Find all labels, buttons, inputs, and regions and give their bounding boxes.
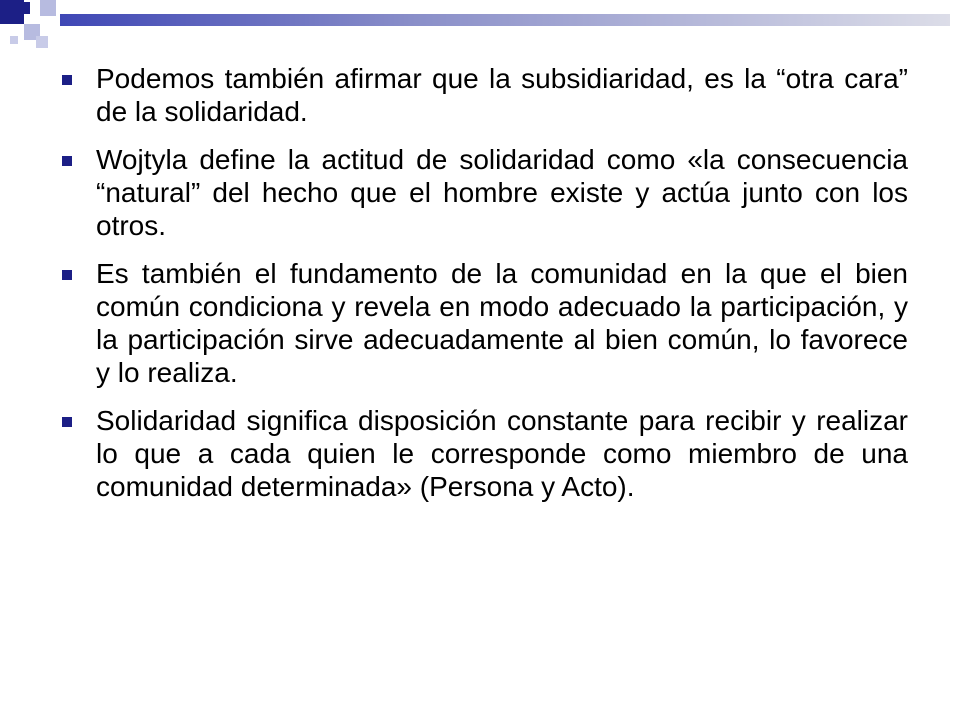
corner-square-light <box>40 0 56 16</box>
bullet-text: Wojtyla define la actitud de solidaridad como «la consecuencia “natural” del hecho que el hombre existe y actúa junto con los otros. <box>96 144 908 241</box>
bullet-text: Podemos también afirmar que la subsidiaridad, es la “otra cara” de la solidaridad. <box>96 63 908 127</box>
bullet-item <box>62 257 908 389</box>
top-gradient-bar <box>60 14 950 26</box>
bullet-item <box>62 404 908 503</box>
bullet-item <box>62 143 908 242</box>
square-bullet-icon <box>62 270 72 280</box>
bullet-text: Solidaridad significa disposición constante para recibir y realizar lo que a cada quien le corresponde como miembro de una comunidad determinada» (Persona y Acto). <box>96 405 908 502</box>
corner-square-dark-small <box>18 2 30 14</box>
corner-square-light <box>36 36 48 48</box>
square-bullet-icon <box>62 156 72 166</box>
bullet-text: Es también el fundamento de la comunidad en la que el bien común condiciona y revela en modo adecuado la participación, y la participación sirve adecuadamente al bien común, lo favorece y lo realiza. <box>96 258 908 388</box>
bullet-list <box>62 62 908 518</box>
corner-square-light <box>10 36 18 44</box>
bullet-item <box>62 62 908 128</box>
square-bullet-icon <box>62 75 72 85</box>
square-bullet-icon <box>62 417 72 427</box>
